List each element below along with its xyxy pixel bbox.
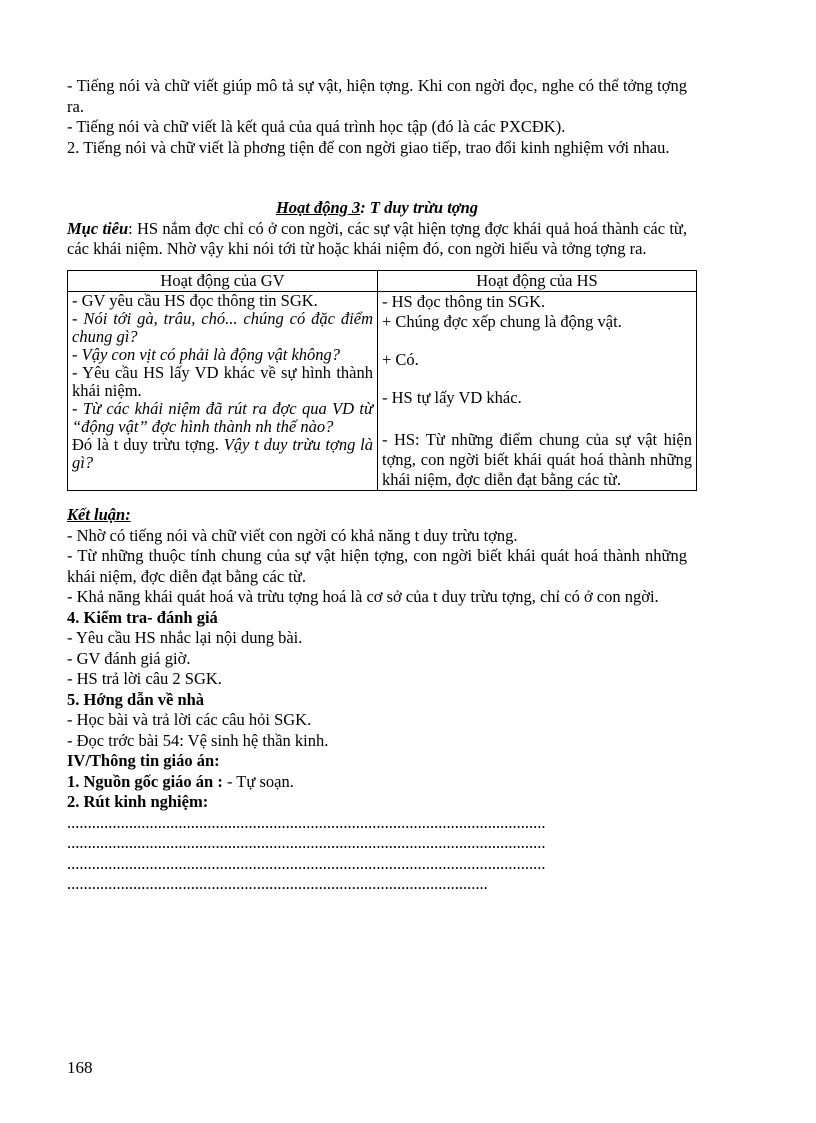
goal-label: Mục tiêu (67, 218, 129, 238)
intro-paragraph-1: - Tiếng nói và chữ viết giúp mô tả sự vật, hiện tợng. Khi con ngời đọc, nghe có thể tởng tợng ra. (67, 76, 687, 116)
intro-paragraph-3: 2. Tiếng nói và chữ viết là phơng tiện để con ngời giao tiếp, trao đổi kinh nghiệm với nhau. (67, 137, 670, 157)
source-label: 1. Nguồn gốc giáo án : (67, 771, 227, 791)
gv-question: Vậy t duy trừu tợng là gì? (72, 435, 373, 472)
header-student: Hoạt động của HS (378, 270, 697, 292)
conclusion-item: - Khả năng khái quát hoá và trừu tợng hoá là cơ sở của t duy trừu tợng, chỉ có ở con ngời. (67, 587, 659, 606)
conclusion-item: - Nhờ có tiếng nói và chữ viết con ngời có khả năng t duy trừu tợng. (67, 525, 518, 545)
activity-heading-title: : T duy trừu tợng (360, 198, 479, 217)
experience-label: 2. Rút kinh nghiệm: (67, 792, 209, 811)
dotted-line: ...................................................................................................... (67, 874, 488, 893)
hs-item: + Có. (382, 350, 419, 369)
source-value: - Tự soạn. (226, 771, 294, 791)
conclusion-item: - Từ những thuộc tính chung của sự vật hiện tợng, con ngời biết khái quát hoá thành những khái niệm, đợc diễn đạt bằng các từ. (67, 546, 687, 586)
section-4-title: 4. Kiểm tra- đánh giá (67, 607, 218, 627)
goal-text: : HS nắm đợc chỉ có ở con ngời, các sự vật hiện tợng đợc khái quả hoá thành các từ, các khái niệm. Nhờ vậy khi nói tới từ hoặc khái niệm đó, con ngời hiểu và tởng tợng ra. (67, 218, 687, 258)
activity-heading (67, 198, 687, 219)
section-5-title: 5. Hớng dẫn về nhà (67, 689, 205, 709)
gv-item: - GV yêu cầu HS đọc thông tin SGK. (72, 291, 318, 310)
activity-heading-number: Hoạt động 3 (275, 198, 361, 217)
gv-item: - Yêu cầu HS lấy VD khác về sự hình thành khái niệm. (72, 363, 373, 400)
dotted-line: .................................................................................................................... (67, 812, 546, 832)
gv-item: - Nói tới gà, trâu, chó... chúng có đặc điểm chung gì? (72, 309, 373, 346)
document-page (67, 76, 692, 895)
dotted-line: .................................................................................................................... (67, 853, 546, 873)
conclusion-label: Kết luận: (67, 505, 131, 524)
table-row (68, 292, 697, 491)
hs-item: - HS: Từ những điểm chung của sự vật hiện tợng, con ngời biết khái quát hoá thành những khái niệm, đợc diễn đạt bằng các từ. (382, 430, 692, 489)
gv-item (72, 436, 373, 472)
gv-item: - Vậy con vịt có phải là động vật không? (72, 345, 341, 364)
section-5-item: - Học bài và trả lời các câu hỏi SGK. (67, 710, 312, 729)
section-iv-title: IV/Thông tin giáo án: (67, 751, 220, 770)
gv-statement: Đó là t duy trừu tợng. (72, 435, 219, 454)
gv-item: - Từ các khái niệm đã rút ra đợc qua VD từ “động vật” đợc hình thành nh thế nào? (72, 399, 373, 436)
lesson-source (67, 772, 687, 793)
activity-table (67, 270, 697, 492)
dotted-line: .................................................................................................................... (67, 833, 546, 852)
hs-item: - HS tự lấy VD khác. (382, 388, 522, 407)
table-header-row (68, 270, 697, 292)
section-4-item: - HS trả lời câu 2 SGK. (67, 669, 222, 688)
intro-paragraph-2: - Tiếng nói và chữ viết là kết quả của quá trình học tập (đó là các PXCĐK). (67, 117, 566, 136)
page-number: 168 (67, 1058, 93, 1077)
student-activities (378, 292, 697, 491)
hs-item: - HS đọc thông tin SGK. (382, 292, 546, 311)
hs-item: + Chúng đợc xếp chung là động vật. (382, 312, 622, 331)
header-teacher: Hoạt động của GV (68, 270, 378, 292)
section-4-item: - Yêu cầu HS nhắc lại nội dung bài. (67, 628, 303, 647)
section-5-item: - Đọc trớc bài 54: Vệ sinh hệ thần kinh. (67, 730, 329, 750)
section-4-item: - GV đánh giá giờ. (67, 648, 191, 668)
activity-goal (67, 219, 687, 260)
teacher-activities (68, 292, 378, 491)
